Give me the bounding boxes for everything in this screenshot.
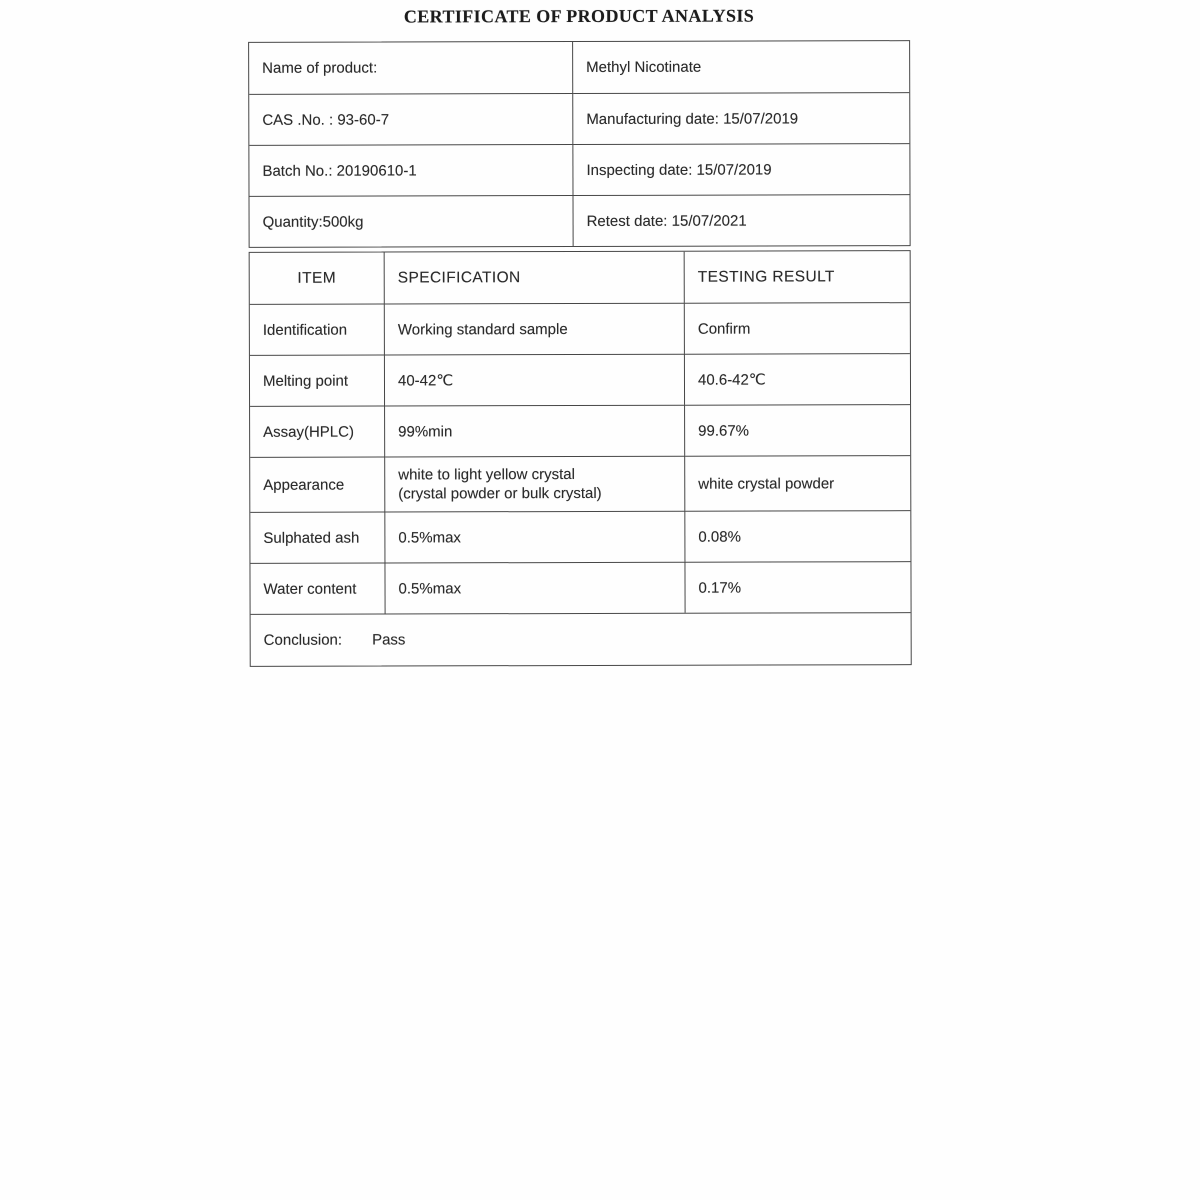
appearance-specification: white to light yellow crystal (crystal powder or bulk crystal)	[385, 456, 685, 512]
appearance-result: white crystal powder	[685, 455, 910, 511]
water-content-result: 0.17%	[685, 561, 910, 613]
water-content-specification: 0.5%max	[385, 562, 685, 614]
conclusion-label: Conclusion:	[263, 631, 343, 649]
column-header-testing-result: TESTING RESULT	[697, 268, 835, 286]
appearance-item: Appearance	[250, 457, 385, 512]
conclusion-value: Pass	[372, 631, 406, 649]
cas-number: CAS .No. : 93-60-7	[249, 93, 573, 145]
assay-item: Assay(HPLC)	[250, 406, 385, 457]
column-header-item: ITEM	[250, 253, 385, 304]
identification-result: Confirm	[685, 302, 910, 354]
manufacturing-date: Manufacturing date: 15/07/2019	[573, 92, 909, 144]
batch-number: Batch No.: 20190610-1	[249, 144, 573, 196]
retest-date: Retest date: 15/07/2021	[574, 194, 910, 246]
inspecting-date: Inspecting date: 15/07/2019	[573, 143, 909, 195]
column-header-specification: SPECIFICATION	[385, 252, 685, 304]
sulphated-ash-result: 0.08%	[685, 510, 910, 562]
analysis-table	[249, 250, 912, 667]
melting-point-specification: 40-42℃	[385, 354, 685, 406]
identification-specification: Working standard sample	[385, 303, 685, 355]
product-name-value: Methyl Nicotinate	[586, 58, 702, 76]
quantity: Quantity:500kg	[250, 195, 574, 247]
page-title: CERTIFICATE OF PRODUCT ANALYSIS	[403, 5, 755, 27]
assay-result: 99.67%	[685, 404, 910, 456]
product-info-table	[248, 40, 911, 248]
product-name-label: Name of product:	[249, 42, 573, 94]
conclusion-row	[251, 612, 911, 666]
identification-item: Identification	[250, 304, 385, 355]
sulphated-ash-item: Sulphated ash	[250, 512, 385, 563]
water-content-item: Water content	[250, 563, 385, 614]
sulphated-ash-specification: 0.5%max	[385, 511, 685, 563]
melting-point-result: 40.6-42℃	[685, 353, 910, 405]
melting-point-item: Melting point	[250, 355, 385, 406]
certificate-document	[248, 3, 912, 667]
assay-specification: 99%min	[385, 405, 685, 457]
